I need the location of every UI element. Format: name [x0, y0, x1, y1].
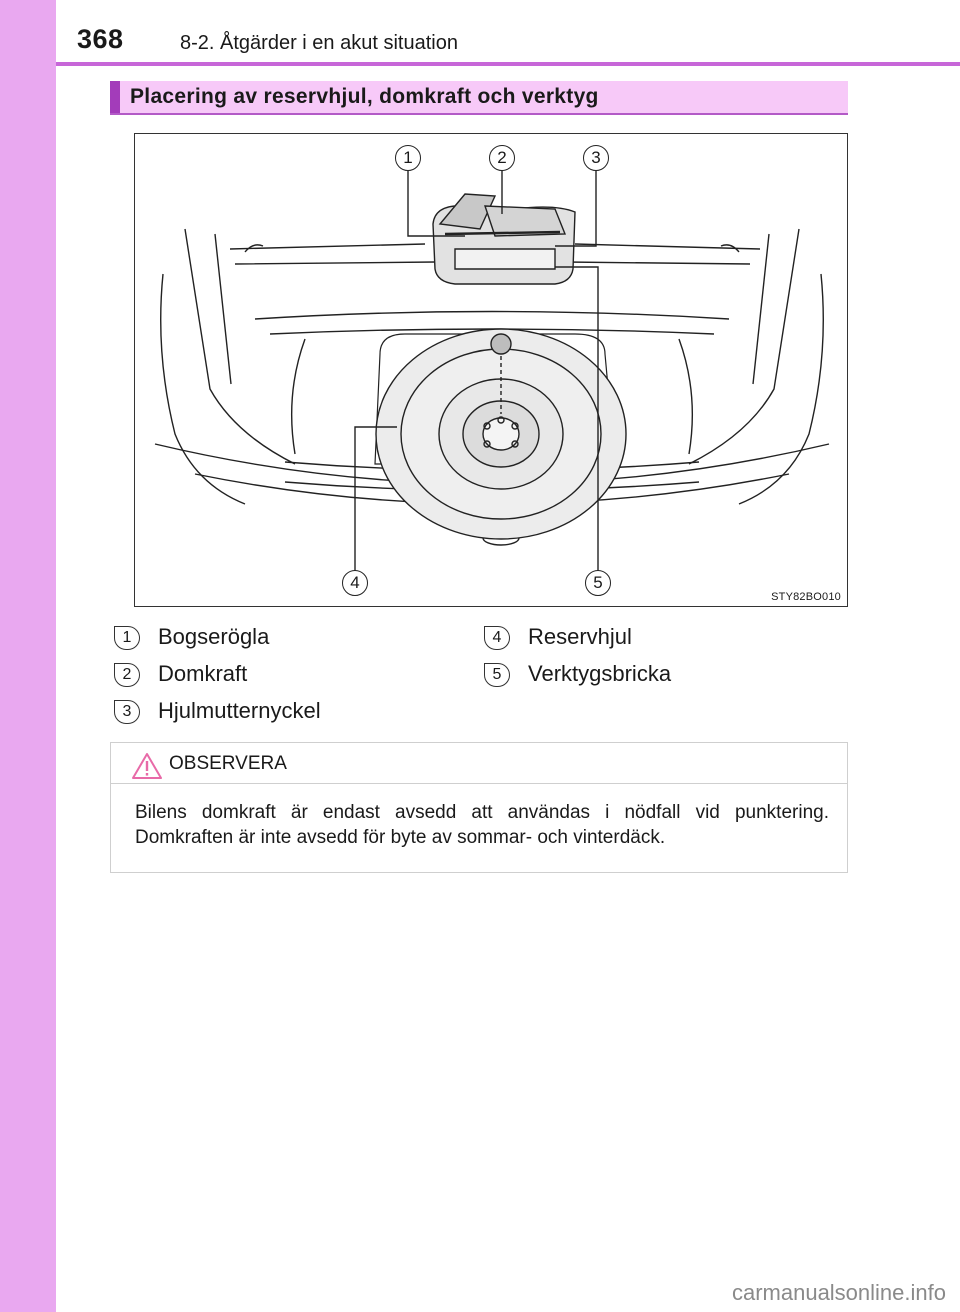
notice-box: [110, 742, 848, 873]
page-number: 368: [77, 24, 124, 54]
legend-number-badge: 5: [484, 663, 510, 687]
page-sidebar-tab: [0, 0, 56, 1312]
notice-title: OBSERVERA: [169, 753, 287, 774]
watermark: carmanualsonline.info: [731, 1280, 946, 1305]
trunk-drawing: [135, 134, 848, 607]
section-path: 8-2. Åtgärder i en akut situation: [180, 32, 458, 54]
legend-number-badge: 1: [114, 626, 140, 650]
callout-1: 1: [395, 145, 421, 171]
notice-line-1: Bilens domkraft är endast avsedd att användas i nödfall vid punktering.: [135, 802, 829, 823]
legend-label: Hjulmutternyckel: [158, 698, 321, 723]
notice-body: [135, 800, 829, 850]
warning-triangle-icon: [131, 752, 163, 780]
section-heading-text: Placering av reservhjul, domkraft och verktyg: [130, 85, 599, 108]
callout-3: 3: [583, 145, 609, 171]
section-heading: [110, 81, 848, 115]
callout-5: 5: [585, 570, 611, 596]
legend-label: Bogserögla: [158, 624, 270, 649]
legend-number-badge: 2: [114, 663, 140, 687]
header-rule: [56, 62, 960, 66]
legend-label: Verktygsbricka: [528, 661, 672, 686]
callout-2: 2: [489, 145, 515, 171]
legend-label: Domkraft: [158, 661, 248, 686]
trunk-illustration: [134, 133, 848, 607]
legend-label: Reservhjul: [528, 624, 632, 649]
legend-number-badge: 3: [114, 700, 140, 724]
callout-4: 4: [342, 570, 368, 596]
notice-header: [111, 743, 847, 784]
figure-code: STY82BO010: [771, 591, 841, 603]
notice-line-2: Domkraften är inte avsedd för byte av sommar- och vinterdäck.: [135, 827, 666, 848]
legend-number-badge: 4: [484, 626, 510, 650]
